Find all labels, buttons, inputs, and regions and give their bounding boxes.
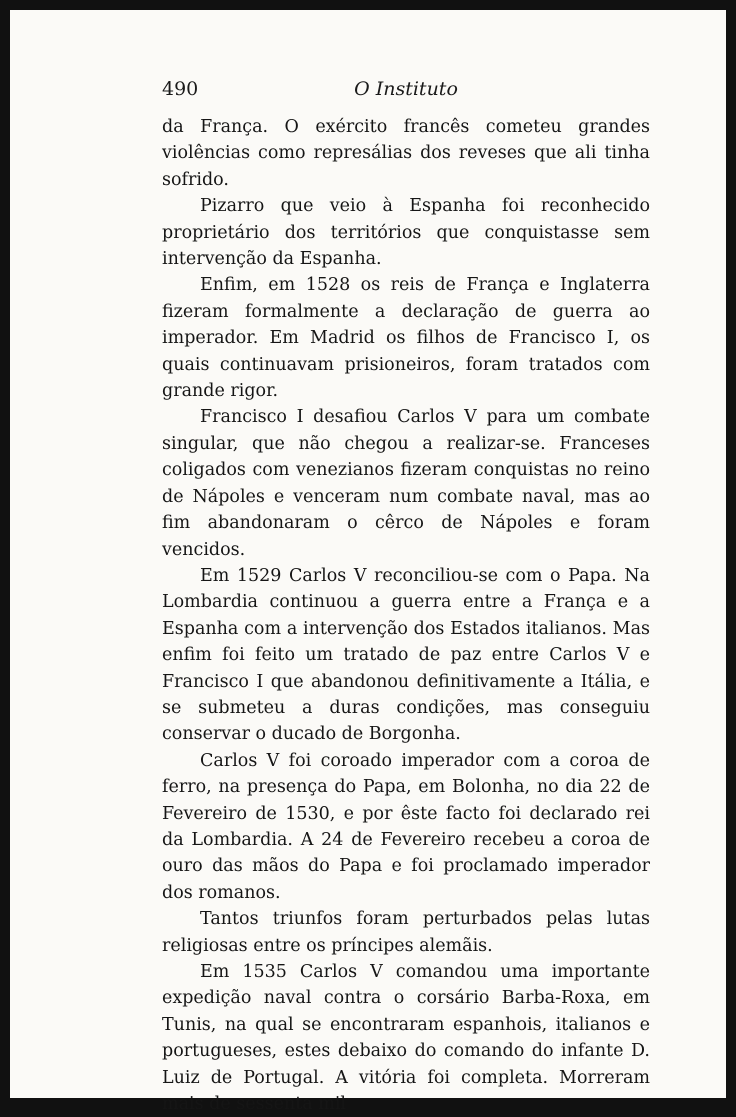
paragraph-1529: Em 1529 Carlos V reconciliou-se com o Papa. Na Lombardia continuou a guerra entre a França e a Espanha com a intervenção dos Estados italianos. Mas enfim foi feito um tratado de paz entre Carlos V e Francisco I que abandonou definitivamente a Itália, e se submeteu a duras condições, mas conseguiu conservar o ducado de Borgonha.: [162, 565, 650, 745]
paragraph-1535: Em 1535 Carlos V comandou uma importante expedição naval contra o corsário Barba-Roxa, em Tunis, na qual se encontraram espanhois, italianos e portugueses, estes debaixo do comando do infante D. Luiz de Portugal. A vitória foi completa. Morreram mais de sessenta mil: [162, 962, 650, 1115]
paragraph-pizarro: Pizarro que veio à Espanha foi reconhecido proprietário dos territórios que conquistasse sem intervenção da Espanha.: [162, 196, 650, 270]
page-number: 490: [162, 78, 199, 100]
page-header: [162, 78, 650, 106]
paragraph-coroacao: Carlos V foi coroado imperador com a coroa de ferro, na presença do Papa, em Bolonha, no dia 22 de Fevereiro de 1530, e por êste facto foi declarado rei da Lombardia. A 24 de Fevereiro recebeu a coroa de ouro das mãos do Papa e foi proclamado imperador dos romanos.: [162, 750, 650, 903]
paragraph-1528: Enfim, em 1528 os reis de França e Inglaterra fizeram formalmente a declaração de guerra ao imperador. Em Madrid os filhos de Francisco I, os quais continuavam prisioneiros, foram tratados com grande rigor.: [162, 275, 650, 402]
running-title: O Instituto: [354, 78, 458, 100]
body-text: [162, 114, 650, 1117]
book-page: [10, 10, 726, 1115]
paragraph-continuation: da França. O exército francês cometeu grandes violências como represálias dos reveses que ali tinha sofrido.: [162, 117, 650, 190]
paragraph-lutas-religiosas: Tantos triunfos foram perturbados pelas lutas religiosas entre os príncipes alemãis.: [162, 909, 650, 956]
paragraph-francisco-desafio: Francisco I desafiou Carlos V para um combate singular, que não chegou a realizar-se. Franceses coligados com venezianos fizeram conquistas no reino de Nápoles e venceram num combate naval, mas ao fim abandonaram o cêrco de Nápoles e foram vencidos.: [162, 407, 650, 560]
